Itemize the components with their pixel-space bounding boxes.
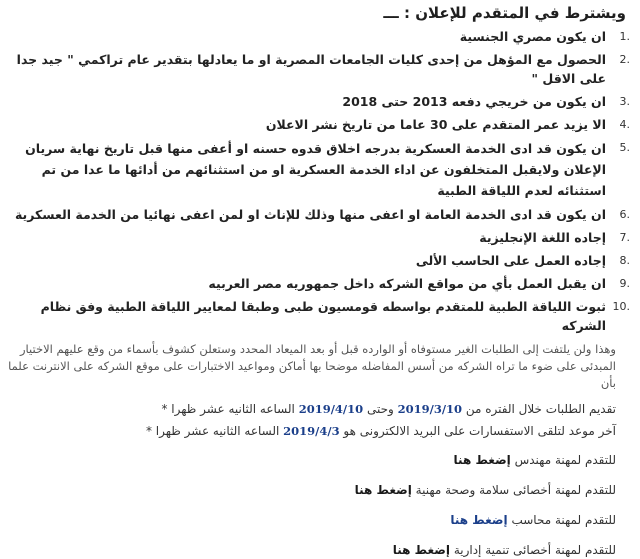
requirement-item [8, 92, 630, 111]
requirement-number: 2. [619, 53, 630, 66]
requirement-text: ان يكون مصري الجنسية [459, 29, 606, 44]
apply-label: للتقدم لمهنة مهندس [514, 453, 616, 467]
apply-row-accountant [8, 511, 616, 529]
submission-date-to: 2019/4/10 [298, 402, 364, 416]
inquiry-deadline [8, 422, 616, 441]
apply-link-admin-dev[interactable]: إضغط هنا [392, 543, 450, 557]
inquiry-suffix: الساعه الثانيه عشر ظهرا * [145, 424, 280, 438]
apply-label: للتقدم لمهنة أخصائى تنمية إدارية [453, 543, 616, 557]
requirement-number: 10. [612, 300, 630, 313]
requirement-number: 5. [619, 141, 630, 154]
requirement-item [8, 251, 630, 270]
requirements-list [8, 27, 630, 335]
submission-middle: وحتى [366, 402, 394, 416]
requirement-item [8, 205, 630, 224]
requirement-text: ان يكون من خريجي دفعه 2013 حتى 2018 [342, 94, 606, 109]
apply-row-admin-dev [8, 541, 616, 559]
requirement-text: إجاده العمل على الحاسب الألى [415, 253, 606, 268]
apply-link-engineer[interactable]: إضغط هنا [453, 453, 511, 467]
apply-row-safety [8, 481, 616, 499]
requirement-text: ان يكون قد ادى الخدمة العسكرية بدرجه اخلاق قدوه حسنه او أعفى منها قبل تاريخ نهاية سريان الإعلان ولايقبل المتخلفون عن اداء الخدمة العسكرية او من استثنائهم من أدائها ما عدا من تم استثنائه لعدم اللياقة الطبية [25, 141, 606, 198]
requirement-item [8, 138, 630, 201]
apply-links [8, 451, 630, 559]
apply-link-accountant[interactable]: إضغط هنا [450, 513, 508, 527]
apply-link-safety[interactable]: إضغط هنا [354, 483, 412, 497]
requirement-number: 9. [619, 277, 630, 290]
requirement-item [8, 27, 630, 46]
requirement-item [8, 228, 630, 247]
submission-date-from: 2019/3/10 [397, 402, 463, 416]
requirement-text: الا يزيد عمر المتقدم على 30 عاما من تاريخ نشر الاعلان [265, 117, 606, 132]
submission-prefix: تقديم الطلبات خلال الفتره من [465, 402, 616, 416]
requirement-item [8, 50, 630, 88]
inquiry-date: 2019/4/3 [283, 424, 340, 438]
requirement-item [8, 297, 630, 335]
requirement-text: ثبوت اللياقة الطبية للمتقدم بواسطه قومسيون طبى وطبقا لمعايير اللياقة الطبية وفق نظام الشركه [40, 299, 606, 333]
requirement-number: 4. [619, 118, 630, 131]
requirement-text: إجاده اللغة الإنجليزية [479, 230, 606, 245]
requirement-number: 6. [619, 208, 630, 221]
requirement-item [8, 274, 630, 293]
requirement-number: 7. [619, 231, 630, 244]
apply-row-engineer [8, 451, 616, 469]
apply-label: للتقدم لمهنة محاسب [511, 513, 616, 527]
requirement-text: ان يقبل العمل بأي من مواقع الشركه داخل جمهوريه مصر العربيه [208, 276, 606, 291]
requirement-text: الحصول مع المؤهل من إحدى كليات الجامعات المصرية او ما يعادلها بتقدير عام تراكمي " جيد جدا على الاقل " [16, 52, 606, 86]
requirement-item [8, 115, 630, 134]
requirement-number: 8. [619, 254, 630, 267]
requirement-number: 1. [619, 30, 630, 43]
requirement-number: 3. [619, 95, 630, 108]
selection-note: وهذا ولن يلتفت إلى الطلبات الغير مستوفاه أو الوارده قبل أو بعد الميعاد المحدد وستعلن كشوف بأسماء من وقع عليهم الاختيار المبدئى على ضوء ما تراه الشركه من أسس المفاضله موضحا بها أماكن ومواعيد الاختبارات على موقع الشركه على الانترنت علما بأن [8, 342, 616, 390]
submission-suffix: الساعه الثانيه عشر ظهرا * [161, 402, 295, 416]
inquiry-prefix: آخر موعد لتلقى الاستفسارات على البريد الالكترونى هو [343, 424, 616, 438]
requirement-text: ان يكون قد ادى الخدمة العامة او اعفى منها وذلك للإناث او لمن اعفى نهائيا من الخدمة العسكرية [14, 207, 606, 222]
apply-label: للتقدم لمهنة أخصائى سلامة وصحة مهنية [415, 483, 616, 497]
requirements-heading: ويشترط في المتقدم للإعلان : ـــ [383, 4, 626, 22]
submission-period [8, 400, 616, 419]
